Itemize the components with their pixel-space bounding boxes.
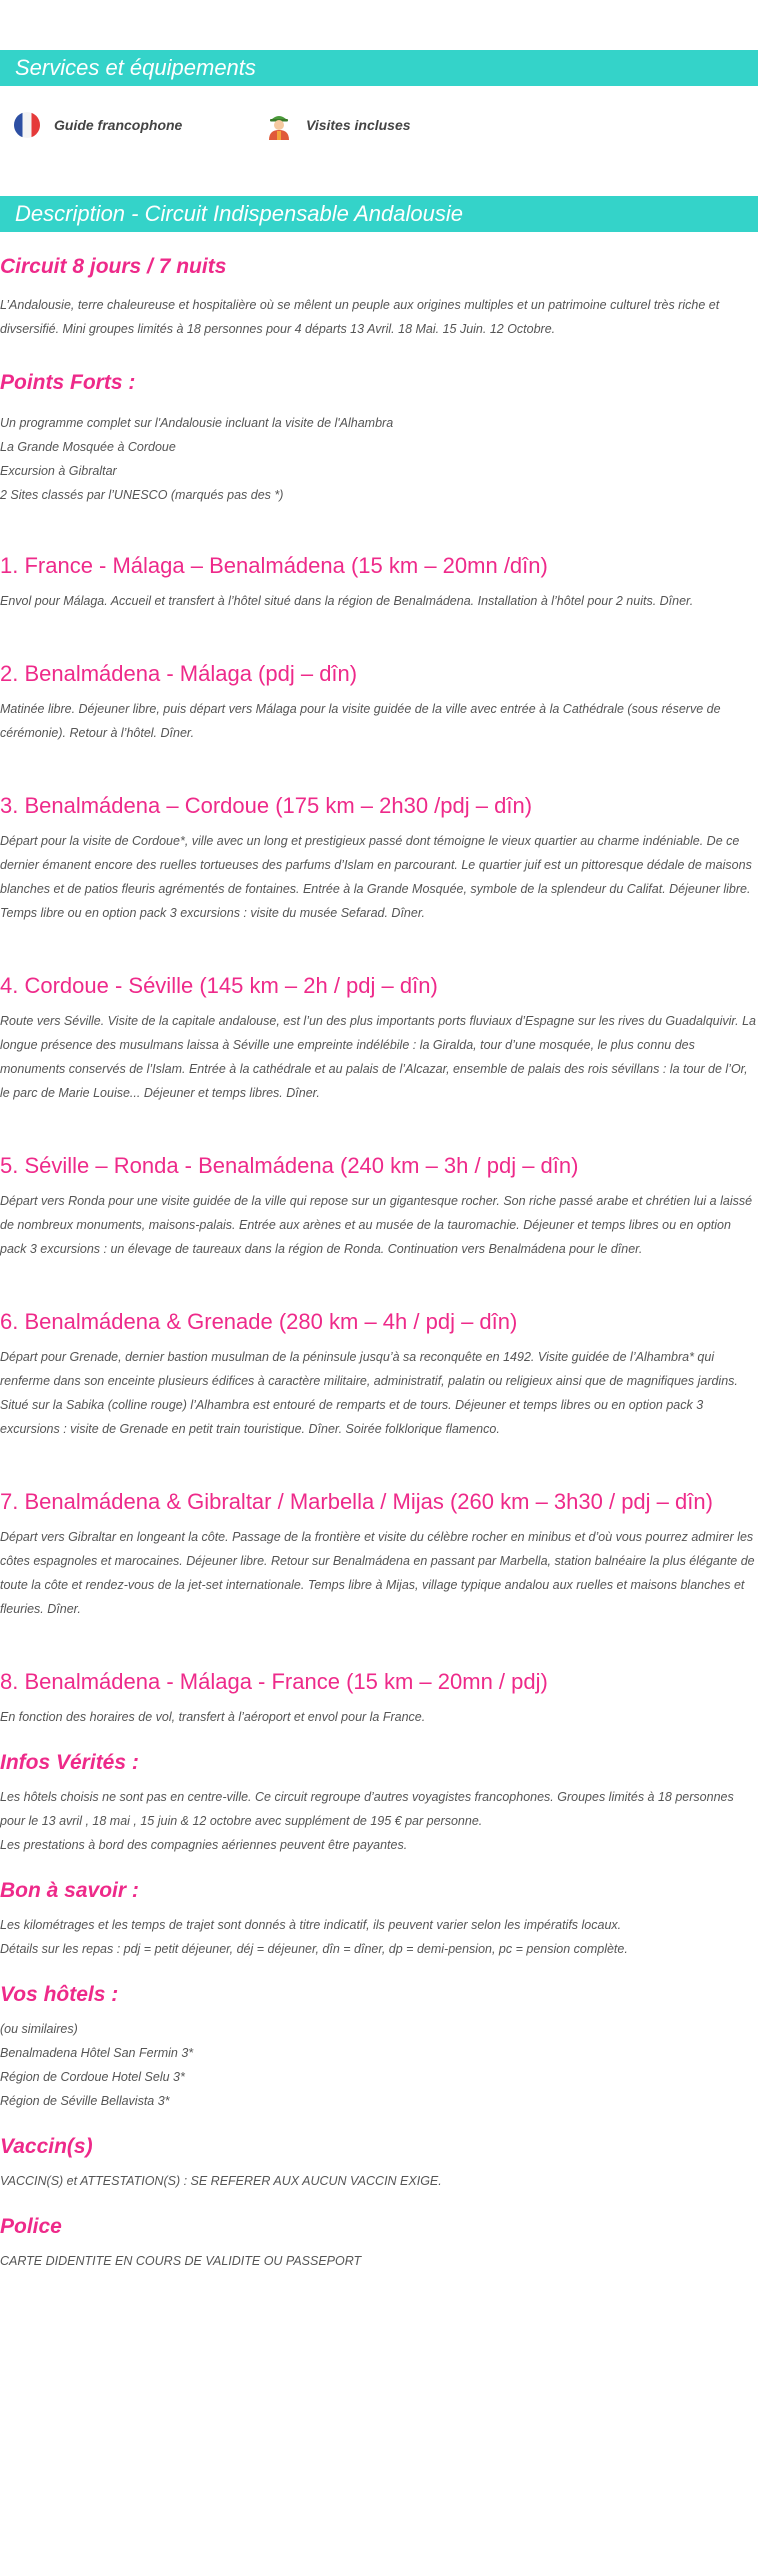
- service-guide-francophone: [12, 108, 182, 142]
- infos-verites: [0, 1751, 758, 1857]
- infos-line: Les hôtels choisis ne sont pas en centre-ville. Ce circuit regroupe d’autres voyagistes francophones. Groupes limités à 18 personnes pour le 13 avril , 18 mai , 15 juin & 12 octobre avec supplément de 195 € par personne.: [0, 1790, 734, 1828]
- bon-line: Les kilométrages et les temps de trajet sont donnés à titre indicatif, ils peuvent varier selon les impératifs locaux.: [0, 1918, 622, 1932]
- services-banner: [0, 50, 758, 86]
- points-forts-list: [0, 411, 758, 507]
- day-text: Départ vers Ronda pour une visite guidée de la ville qui repose sur un gigantesque rocher. Son riche passé arabe et chrétien lui a laissé de nombreux monuments, maisons-palais. Entrée aux arènes et au musée de la tauromachie. Déjeuner et temps libres ou en option pack 3 excursions : un élevage de taureaux dans la région de Ronda. Continuation vers Benalmádena pour le dîner.: [0, 1194, 753, 1256]
- circuit-title: Circuit 8 jours / 7 nuits: [0, 255, 227, 278]
- hotels-line: Région de Séville Bellavista 3*: [0, 2094, 170, 2108]
- hotels-line: Benalmadena Hôtel San Fermin 3*: [0, 2046, 194, 2060]
- points-forts-title: Points Forts :: [0, 371, 136, 394]
- day-6: [0, 1309, 758, 1441]
- infos-title: Infos Vérités :: [0, 1751, 139, 1774]
- day-text: Départ vers Gibraltar en longeant la côte. Passage de la frontière et visite du célèbre rocher en minibus et d’où vous pourrez admirer les côtes espagnoles et marocaines. Déjeuner libre. Retour sur Benalmádena en passant par Marbella, station balnéaire la plus élégante de toute la côte et rendez-vous de la jet-set internationale. Temps libre à Mijas, village typique andalou aux ruelles et maisons blanches et fleuries. Dîner.: [0, 1530, 755, 1616]
- day-5: [0, 1153, 758, 1261]
- police-title: Police: [0, 2215, 62, 2238]
- day-title: 2. Benalmádena - Málaga (pdj – dîn): [0, 661, 358, 686]
- day-title: 4. Cordoue - Séville (145 km – 2h / pdj – dîn): [0, 973, 438, 998]
- bon-line: Détails sur les repas : pdj = petit déjeuner, déj = déjeuner, dîn = dîner, dp = demi-pension, pc = pension complète.: [0, 1942, 628, 1956]
- bon-a-savoir: [0, 1879, 758, 1961]
- hotels-line: Région de Cordoue Hotel Selu 3*: [0, 2070, 185, 2084]
- day-title: 7. Benalmádena & Gibraltar / Marbella / Mijas (260 km – 3h30 / pdj – dîn): [0, 1489, 713, 1514]
- service-visites-incluses: [264, 108, 411, 142]
- day-text: Matinée libre. Déjeuner libre, puis départ vers Málaga pour la visite guidée de la ville avec entrée à la Cathédrale (sous réserve de cérémonie). Retour à l’hôtel. Dîner.: [0, 702, 721, 740]
- day-2: [0, 661, 758, 745]
- day-title: 3. Benalmádena – Cordoue (175 km – 2h30 /pdj – dîn): [0, 793, 533, 818]
- day-title: 5. Séville – Ronda - Benalmádena (240 km – 3h / pdj – dîn): [0, 1153, 579, 1178]
- points-forts-item: Excursion à Gibraltar: [0, 464, 117, 478]
- day-text: Départ pour la visite de Cordoue*, ville avec un long et prestigieux passé dont témoigne le vieux quartier au charme indéniable. De ce dernier émanent encore des ruelles tortueuses des parfums d’Islam en parcourant. Le quartier juif est un pittoresque dédale de maisons blanches et de patios fleuris agrémentés de fontaines. Entrée à la Grande Mosquée, symbole de la splendeur du Califat. Déjeuner libre. Temps libre ou en option pack 3 excursions : visite du musée Sefarad. Dîner.: [0, 834, 752, 920]
- vaccin-text: VACCIN(S) et ATTESTATION(S) : SE REFERER AUX AUCUN VACCIN EXIGE.: [0, 2174, 442, 2188]
- day-8: [0, 1669, 758, 1729]
- day-text: Départ pour Grenade, dernier bastion musulman de la péninsule jusqu’à sa reconquête en 1492. Visite guidée de l’Alhambra* qui renferme dans son enceinte plusieurs édifices à caractère militaire, administratif, palatin ou religieux ainsi que de magnifiques jardins. Situé sur la Sabika (colline rouge) l’Alhambra est entouré de remparts et de tours. Déjeuner et temps libres ou en option pack 3 excursions : visite de Grenade en petit train touristique. Dîner. Soirée folklorique flamenco.: [0, 1350, 738, 1436]
- day-text: En fonction des horaires de vol, transfert à l’aéroport et envol pour la France.: [0, 1710, 426, 1724]
- infos-line: Les prestations à bord des compagnies aériennes peuvent être payantes.: [0, 1838, 408, 1852]
- circuit-text: L’Andalousie, terre chaleureuse et hospitalière où se mêlent un peuple aux origines multiples et un patrimoine culturel très riche et divsersifié. Mini groupes limités à 18 personnes pour 4 départs 13 Avril. 18 Mai. 15 Juin. 12 Octobre.: [0, 298, 720, 336]
- description-content: [0, 255, 758, 2273]
- points-forts-item: 2 Sites classés par l’UNESCO (marqués pas des *): [0, 488, 284, 502]
- day-7: [0, 1489, 758, 1621]
- services-title: Services et équipements: [15, 55, 256, 80]
- day-title: 6. Benalmádena & Grenade (280 km – 4h / pdj – dîn): [0, 1309, 518, 1334]
- guide-person-icon: [264, 110, 294, 140]
- police-text: CARTE DIDENTITE EN COURS DE VALIDITE OU PASSEPORT: [0, 2254, 362, 2268]
- vaccin-section: [0, 2135, 758, 2193]
- description-title: Description - Circuit Indispensable Andalousie: [15, 201, 463, 226]
- day-1: [0, 553, 758, 613]
- vaccin-title: Vaccin(s): [0, 2135, 93, 2158]
- vos-hotels: [0, 1983, 758, 2113]
- police-section: [0, 2215, 758, 2273]
- points-forts-item: La Grande Mosquée à Cordoue: [0, 440, 176, 454]
- day-4: [0, 973, 758, 1105]
- day-3: [0, 793, 758, 925]
- service-label: Visites incluses: [306, 117, 411, 133]
- services-row: [0, 108, 758, 142]
- bon-title: Bon à savoir :: [0, 1879, 139, 1902]
- hotels-line: (ou similaires): [0, 2022, 78, 2036]
- day-text: Route vers Séville. Visite de la capitale andalouse, est l’un des plus importants ports fluviaux d’Espagne sur les rives du Guadalquivir. La longue présence des musulmans laissa à Séville une empreinte indélébile : la Giralda, tour d’une mosquée, le plus connu des monuments conservés de l’Islam. Entrée à la cathédrale et au palais de l’Alcazar, ensemble de palais des rois sévillans : la tour de l’Or, le parc de Marie Louise... Déjeuner et temps libres. Dîner.: [0, 1014, 756, 1100]
- service-label: Guide francophone: [54, 117, 183, 133]
- day-title: 1. France - Málaga – Benalmádena (15 km – 20mn /dîn): [0, 553, 548, 578]
- description-banner: [0, 196, 758, 232]
- day-text: Envol pour Málaga. Accueil et transfert à l’hôtel situé dans la région de Benalmádena. Installation à l’hôtel pour 2 nuits. Dîner.: [0, 594, 694, 608]
- day-title: 8. Benalmádena - Málaga - France (15 km – 20mn / pdj): [0, 1669, 548, 1694]
- points-forts-item: Un programme complet sur l'Andalousie incluant la visite de l'Alhambra: [0, 416, 394, 430]
- french-flag-icon: [12, 110, 42, 140]
- hotels-title: Vos hôtels :: [0, 1983, 119, 2006]
